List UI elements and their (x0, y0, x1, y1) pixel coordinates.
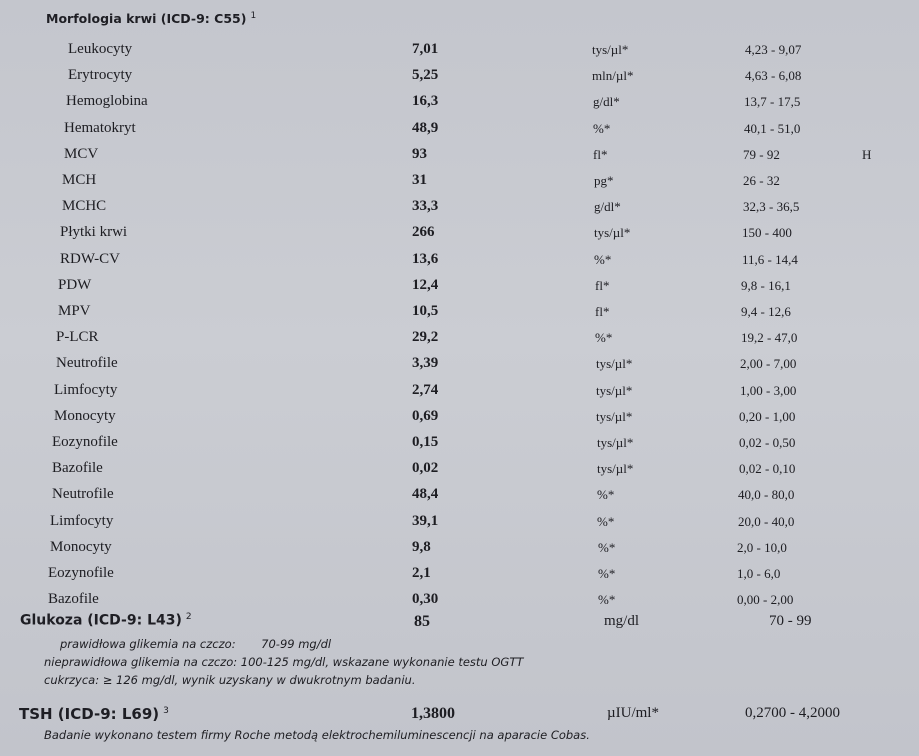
row-unit: %* (598, 540, 616, 555)
row-range: 0,20 - 1,00 (739, 409, 796, 424)
row-value: 48,9 (412, 120, 439, 136)
row-unit: %* (597, 487, 615, 502)
row-name: Hematokryt (64, 120, 136, 136)
row-name: Limfocyty (54, 382, 118, 398)
row-name: Bazofile (48, 591, 99, 607)
row-unit: fl* (595, 278, 610, 293)
row-range: 9,4 - 12,6 (741, 304, 791, 319)
glukoza-note-normal: prawidłowa glikemia na czczo: 70-99 mg/dl (60, 637, 332, 651)
row-value: 31 (412, 172, 427, 188)
row-value: 3,39 (412, 355, 439, 371)
row-unit: g/dl* (594, 199, 621, 214)
row-value: 16,3 (412, 93, 439, 109)
row-name: Płytki krwi (60, 224, 128, 240)
row-unit: %* (598, 592, 616, 607)
row-name: Leukocyty (68, 41, 133, 57)
morfologia-title-text: Morfologia krwi (ICD-9: C55) (46, 11, 247, 27)
row-range: 0,02 - 0,10 (739, 461, 796, 476)
row-unit: tys/µl* (596, 383, 633, 398)
row-name: P-LCR (56, 329, 99, 345)
row-value: 12,4 (412, 277, 439, 293)
row-unit: tys/µl* (596, 356, 633, 371)
row-value: 0,02 (412, 460, 439, 476)
row-value: 39,1 (412, 513, 439, 529)
row-flag: H (862, 147, 872, 162)
row-unit: %* (593, 121, 611, 136)
glukoza-footnote-mark: 2 (185, 612, 192, 622)
row-range: 2,00 - 7,00 (740, 356, 797, 371)
row-range: 20,0 - 40,0 (738, 514, 795, 529)
row-unit: g/dl* (593, 94, 620, 109)
tsh-unit: µIU/ml* (607, 705, 659, 721)
tsh-range: 0,2700 - 4,2000 (745, 705, 840, 721)
row-range: 0,00 - 2,00 (737, 592, 794, 607)
row-unit: %* (594, 252, 612, 267)
row-value: 2,74 (412, 382, 439, 398)
glukoza-note-diabetes: cukrzyca: ≥ 126 mg/dl, wynik uzyskany w dwukrotnym badaniu. (44, 673, 416, 687)
glukoza-title (20, 612, 192, 629)
tsh-title (19, 705, 169, 723)
tsh-title-text: TSH (ICD-9: L69) (19, 705, 160, 723)
row-range: 13,7 - 17,5 (744, 94, 801, 109)
row-name: Bazofile (52, 460, 103, 476)
row-unit: %* (595, 330, 613, 345)
row-value: 7,01 (412, 41, 439, 57)
row-unit: pg* (594, 173, 614, 188)
glukoza-title-text: Glukoza (ICD-9: L43) (20, 612, 182, 629)
row-value: 13,6 (412, 251, 439, 267)
tsh-value: 1,3800 (411, 705, 455, 722)
glukoza-note-abnormal: nieprawidłowa glikemia na czczo: 100-125 mg/dl, wskazane wykonanie testu OGTT (44, 655, 524, 669)
row-unit: fl* (595, 304, 610, 319)
row-value: 266 (412, 224, 435, 240)
row-range: 32,3 - 36,5 (743, 199, 800, 214)
row-value: 33,3 (412, 198, 439, 214)
row-name: MCV (64, 146, 99, 162)
row-value: 5,25 (412, 67, 439, 83)
row-unit: tys/µl* (597, 435, 634, 450)
tsh-note: Badanie wykonano testem firmy Roche metodą elektrochemiluminescencji na aparacie Cobas. (44, 728, 590, 742)
row-name: Neutrofile (52, 486, 114, 502)
tsh-footnote-mark: 3 (163, 706, 169, 716)
row-value: 9,8 (412, 539, 431, 555)
row-range: 40,0 - 80,0 (738, 487, 795, 502)
row-range: 79 - 92 (743, 147, 780, 162)
row-value: 0,15 (412, 434, 439, 450)
row-name: PDW (58, 277, 92, 293)
row-value: 0,30 (412, 591, 439, 607)
row-unit: fl* (593, 147, 608, 162)
row-range: 150 - 400 (742, 225, 792, 240)
row-unit: tys/µl* (597, 461, 634, 476)
row-unit: tys/µl* (594, 225, 631, 240)
row-name: MCHC (62, 198, 107, 214)
row-value: 0,69 (412, 408, 439, 424)
row-unit: tys/µl* (592, 42, 629, 57)
glukoza-unit: mg/dl (604, 613, 640, 629)
morfologia-footnote-mark: 1 (250, 11, 257, 21)
row-name: MPV (58, 303, 91, 319)
row-name: Monocyty (50, 539, 112, 555)
row-name: Limfocyty (50, 513, 114, 529)
row-name: Erytrocyty (68, 67, 133, 83)
glukoza-range: 70 - 99 (769, 613, 812, 629)
row-range: 2,0 - 10,0 (737, 540, 787, 555)
row-name: Eozynofile (52, 434, 118, 450)
morfologia-title (46, 11, 256, 26)
row-unit: tys/µl* (596, 409, 633, 424)
row-name: RDW-CV (60, 251, 120, 267)
row-range: 9,8 - 16,1 (741, 278, 791, 293)
row-name: Eozynofile (48, 565, 114, 581)
row-range: 0,02 - 0,50 (739, 435, 796, 450)
row-value: 93 (412, 146, 427, 162)
row-name: Monocyty (54, 408, 116, 424)
row-value: 2,1 (412, 565, 431, 581)
row-unit: %* (598, 566, 616, 581)
row-range: 1,0 - 6,0 (737, 566, 781, 581)
row-value: 10,5 (412, 303, 439, 319)
glukoza-value: 85 (414, 613, 430, 630)
row-range: 19,2 - 47,0 (741, 330, 798, 345)
row-name: Neutrofile (56, 355, 118, 371)
row-name: Hemoglobina (66, 93, 148, 109)
row-range: 40,1 - 51,0 (744, 121, 801, 136)
row-value: 29,2 (412, 329, 439, 345)
row-name: MCH (62, 172, 97, 188)
row-unit: %* (597, 514, 615, 529)
row-unit: mln/µl* (592, 68, 634, 83)
row-range: 4,23 - 9,07 (745, 42, 802, 57)
row-range: 4,63 - 6,08 (745, 68, 802, 83)
row-range: 11,6 - 14,4 (742, 252, 798, 267)
row-range: 1,00 - 3,00 (740, 383, 797, 398)
row-value: 48,4 (412, 486, 439, 502)
row-range: 26 - 32 (743, 173, 780, 188)
